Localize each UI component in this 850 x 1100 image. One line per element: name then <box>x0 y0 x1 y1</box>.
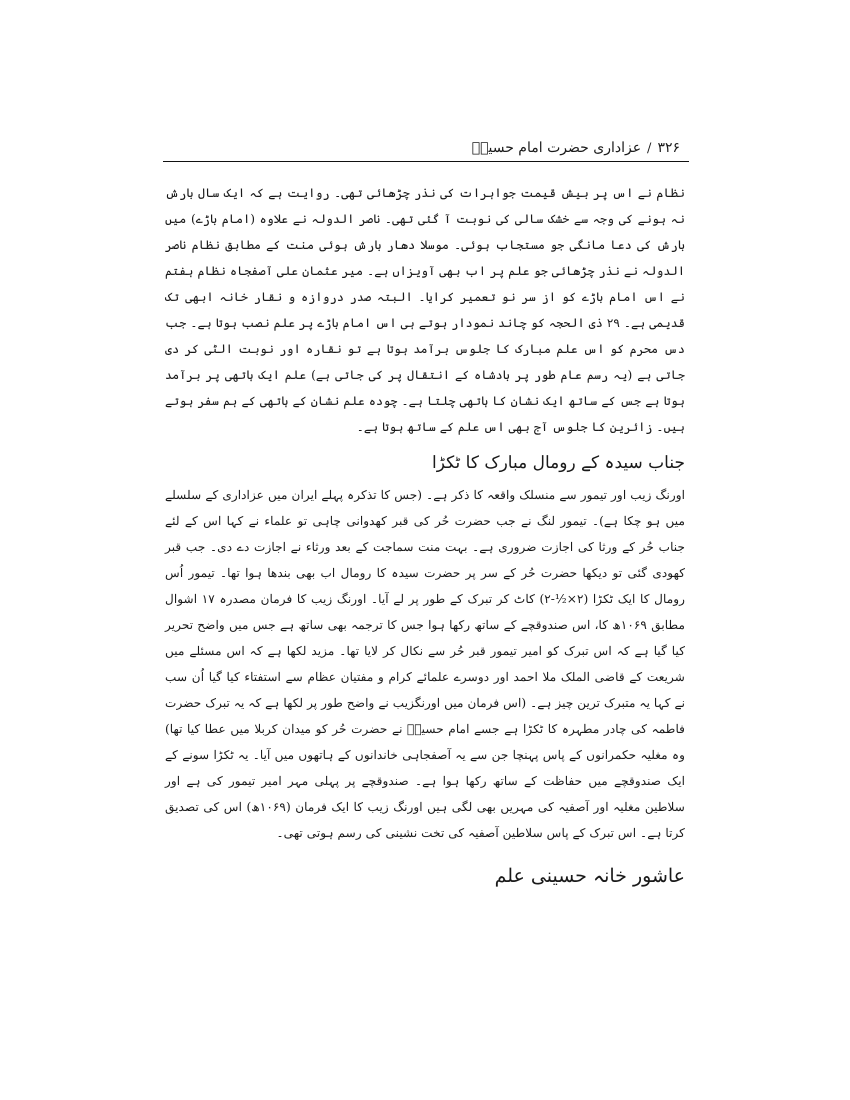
paragraph-1: نظام نے اس پر بیش قیمت جواہرات کی نذر چڑھائی تھی۔ روایت ہے کہ ایک سال بارش نہ ہونے کی وجہ سے خشک سالی کی نوبت آ گئی تھی۔ ناصر الدولہ نے علاوہ (امام باڑے) میں بارش کی دعا مانگی جو مستجاب ہوئی۔ موسلا دھار بارش ہوئی منت کے مطابق نظام ناصر الدولہ نے نذر چڑھائی جو علم پر اب بھی آویزاں ہے۔ میر عثمان علی آصفجاہ نظام ہفتم نے اس امام باڑے کو از سر نو تعمیر کرایا۔ البتہ صدر دروازہ و نقار خانہ ابھی تک قدیمی ہے۔ ۲۹ ذی الحجہ کو چاند نمودار ہوتے ہی اس امام باڑے پر علم نصب ہوتا ہے۔ جب دس محرم کو اس علم مبارک کا جلوس برآمد ہوتا ہے تو نقارہ اور نوبت الٹی کر دی جاتی ہے (یہ رسم عام طور پر بادشاہ کے انتقال پر کی جاتی ہے) علم ایک ہاتھی پر برآمد ہوتا ہے جس کے ساتھ ایک نشان کا ہاتھی چلتا ہے۔ چودہ علم نشان کے ہاتھی کے ہم سفر ہوتے ہیں۔ زائرین کا جلوس آج بھی اس علم کے ساتھ ہوتا ہے۔ <box>165 186 685 434</box>
section-heading-rumal: جناب سیدہ کے رومال مبارک کا ٹکڑا <box>432 453 685 473</box>
body-content <box>165 180 685 890</box>
header-rule <box>163 161 689 162</box>
section-heading-ashurkhana: عاشور خانہ حسینی علم <box>494 865 685 887</box>
paragraph-2: اورنگ زیب اور تیمور سے منسلک واقعہ کا ذکر ہے۔ (جس کا تذکرہ پہلے ایران میں عزاداری کے سلسلے میں ہو چکا ہے)۔ تیمور لنگ نے جب حضرت حُر کی قبر کھدوانی چاہی تو علماء نے کہا اس کے لئے جناب حُر کے ورثا کی اجازت ضروری ہے۔ بہت منت سماجت کے بعد ورثاء نے اجازت دے دی۔ جب قبر کھودی گئی تو دیکھا حضرت حُر کے سر پر حضرت سیدہ کا رومال اب بھی بندھا ہوا تھا۔ تیمور اُس رومال کا ایک ٹکڑا (۲×½-۲) کاٹ کر تبرک کے طور پر لے آیا۔ اورنگ زیب کا فرمان مصدرہ ۱۷ اشوال مطابق ۱۰۶۹ھ کا، اس صندوقچے کے ساتھ رکھا ہوا جس کا ترجمہ بھی ساتھ ہے جس میں واضح تحریر کیا گیا ہے کہ اس تبرک کو امیر تیمور قبر حُر سے نکال کر لایا تھا۔ مزید لکھا ہے کہ اس مسئلے میں شریعت کے قاضی الملک ملا احمد اور دوسرے علمائے کرام و مفتیان عظام سے استفتاء کیا گیا اُن سب نے کہا یہ متبرک ترین چیز ہے۔ (اس فرمان میں اورنگزیب نے واضح طور پر لکھا ہے کہ یہ تبرک حضرت فاطمہ کی چادر مطہرہ کا ٹکڑا ہے جسے امام حسینؑ نے حضرت حُر کو میدان کربلا میں عطا کیا تھا) وہ مغلیہ حکمرانوں کے پاس پہنچا جن سے یہ آصفجاہی خاندانوں کے ہاتھوں میں آیا۔ یہ ٹکڑا سونے کے ایک صندوقچے میں حفاظت کے ساتھ رکھا ہوا ہے۔ صندوقچے پر پہلی مہر امیر تیمور کی ہے اور سلاطین مغلیہ اور آصفیہ کی مہریں بھی لگی ہیں اورنگ زیب کا ایک فرمان (۱۰۶۹ھ) اس کی تصدیق کرتا ہے۔ اس تبرک کے پاس سلاطین آصفیہ کی تخت نشینی کی رسم ہوتی تھی۔ <box>165 488 685 840</box>
running-header <box>472 140 680 156</box>
header-separator: / <box>647 140 652 156</box>
page-number: ۳۲۶ <box>657 140 680 156</box>
book-title: عزاداری حضرت امام حسینؑ <box>471 140 642 156</box>
